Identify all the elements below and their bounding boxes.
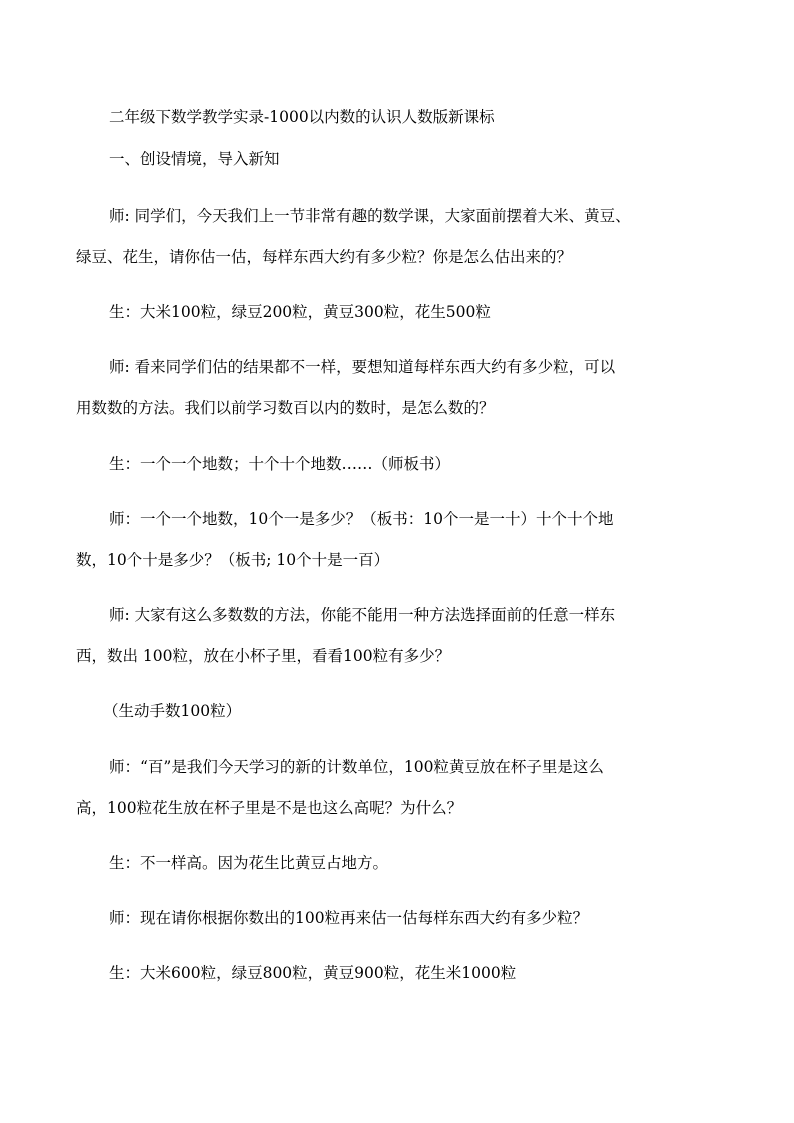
paragraph-line: 师：一个一个地数，10个一是多少？（板书：10个一是一十）十个十个地 [109,510,614,528]
section-heading: 一、创设情境，导入新知 [109,150,280,168]
paragraph-line: 师：“百”是我们今天学习的新的计数单位，100粒黄豆放在杯子里是这么 [109,758,604,776]
paragraph-line: 生：不一样高。因为花生比黄豆占地方。 [109,854,389,872]
paragraph-line: 师：现在请你根据你数出的100粒再来估一估每样东西大约有多少粒？ [109,909,589,927]
document-title: 二年级下数学教学实录-1000以内数的认识人数版新课标 [109,108,495,126]
paragraph-line: 师: 大家有这么多数数的方法，你能不能用一种方法选择面前的任意一样东 [109,606,616,624]
paragraph-line: 师: 同学们，今天我们上一节非常有趣的数学课，大家面前摆着大米、黄豆、 [109,207,631,225]
paragraph-line: 生：一个一个地数；十个十个地数……（师板书） [109,455,451,473]
paragraph-line: 师: 看来同学们估的结果都不一样，要想知道每样东西大约有多少粒，可以 [109,358,616,376]
paragraph-line: 西，数出 100粒，放在小杯子里，看看100粒有多少？ [76,647,451,665]
paragraph-line: 生：大米100粒，绿豆200粒，黄豆300粒，花生500粒 [109,303,491,321]
paragraph-line: （生动手数100粒） [103,702,242,720]
paragraph-line: 绿豆、花生，请你估一估，每样东西大约有多少粒？你是怎么估出来的？ [76,248,573,266]
paragraph-line: 用数数的方法。我们以前学习数百以内的数时，是怎么数的？ [76,399,495,417]
paragraph-line: 生：大米600粒，绿豆800粒，黄豆900粒，花生米1000粒 [109,964,517,982]
paragraph-line: 数，10个十是多少？（板书; 10个十是一百） [76,551,390,569]
paragraph-line: 高，100粒花生放在杯子里是不是也这么高呢？为什么？ [76,799,463,817]
